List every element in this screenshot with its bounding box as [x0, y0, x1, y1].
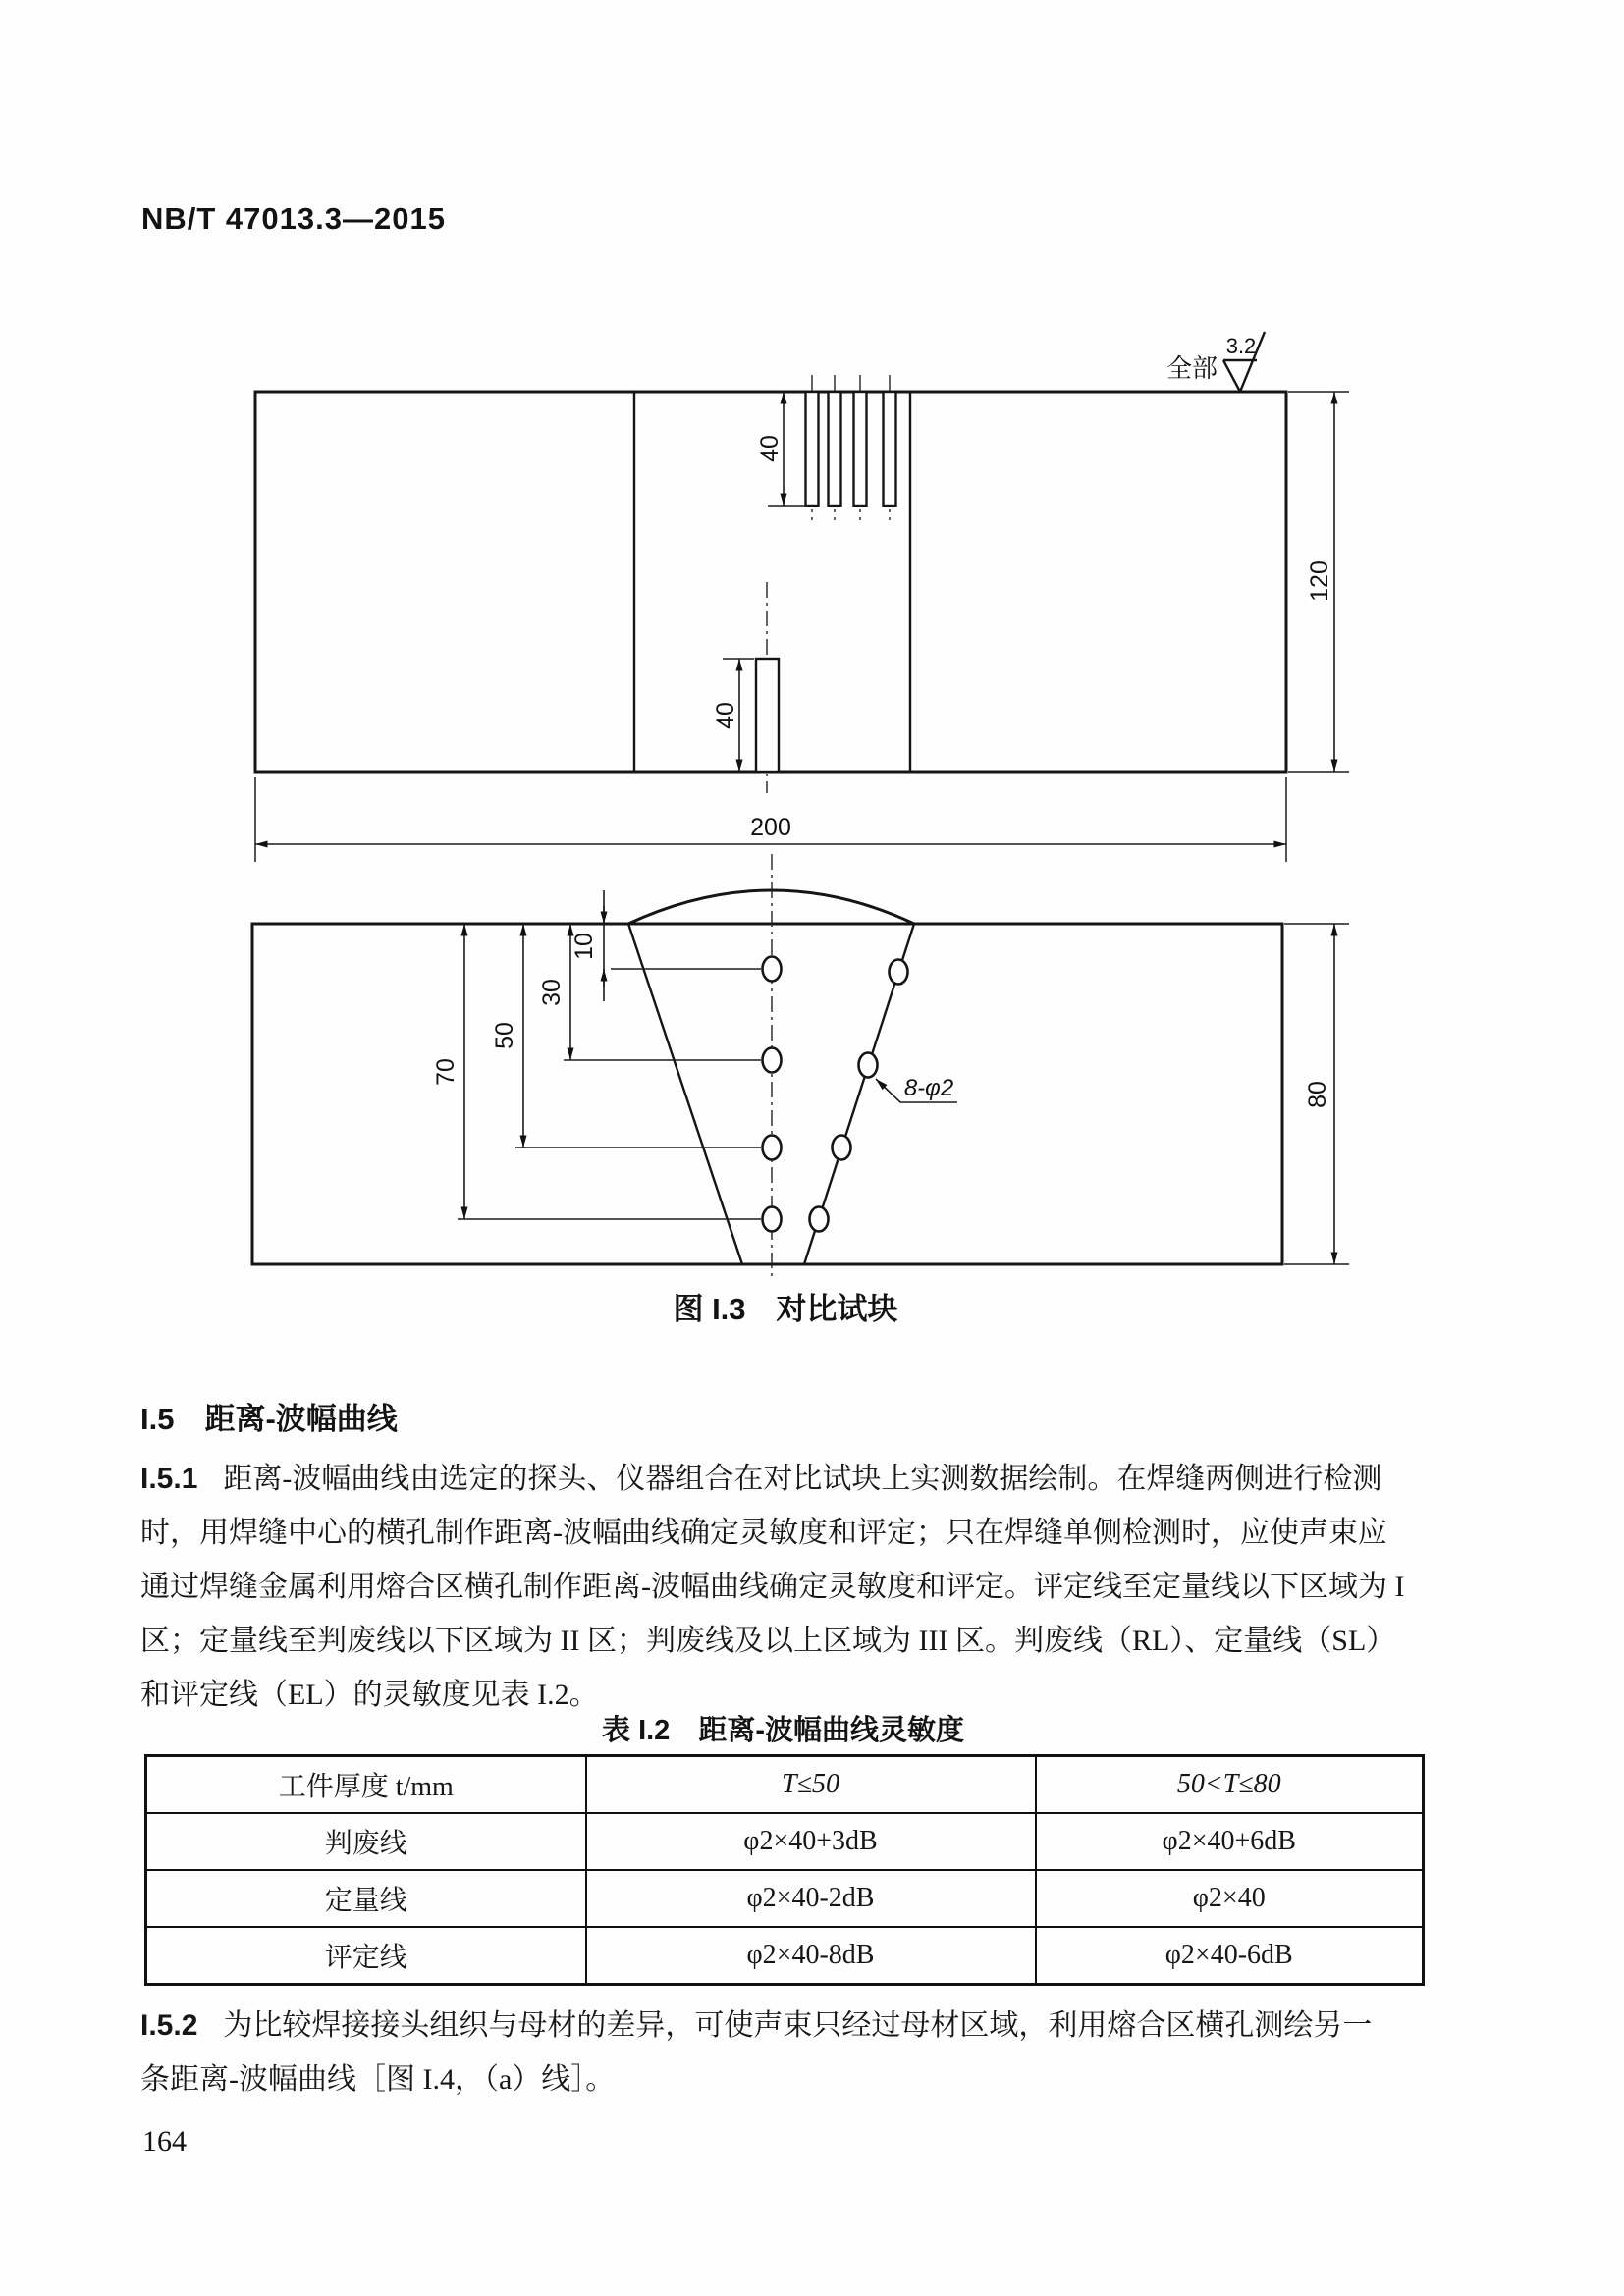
- table-cell: 判废线: [146, 1813, 586, 1870]
- holes-callout-label: 8-φ2: [903, 1075, 954, 1101]
- table-header-cell: 50<T≤80: [1036, 1756, 1424, 1814]
- table-cell: 评定线: [146, 1927, 586, 1985]
- dim-label-10: 10: [570, 933, 598, 960]
- surface-roughness-symbol: [1166, 332, 1265, 392]
- paragraph-line: 和评定线（EL）的灵敏度见表 I.2。: [140, 1679, 599, 1711]
- dim-label-30: 30: [538, 979, 566, 1006]
- paragraph-line: 时，用焊缝中心的横孔制作距离-波幅曲线确定灵敏度和评定；只在焊缝单侧检测时，应使声束应: [140, 1517, 1387, 1549]
- paragraph-text: 为比较焊接接头组织与母材的差异，可使声束只经过母材区域，利用熔合区横孔测绘另一: [223, 2009, 1373, 2042]
- dim-label-120: 120: [1306, 561, 1333, 602]
- roughness-value: 3.2: [1225, 334, 1257, 358]
- paragraph-text: 距离-波幅曲线由选定的探头、仪器组合在对比试块上实测数据绘制。在焊缝两侧进行检测: [223, 1463, 1382, 1495]
- section-heading: I.5 距离-波幅曲线: [140, 1402, 398, 1436]
- dim-10: [570, 890, 604, 1001]
- clause-number: I.5.1: [140, 1463, 198, 1495]
- dim-30: [538, 924, 570, 1060]
- table-cell: φ2×40: [1036, 1870, 1424, 1927]
- paragraph-line: 条距离-波幅曲线［图 I.4，（a）线］。: [140, 2063, 616, 2096]
- table-row: [146, 1813, 1424, 1870]
- table-row: [146, 1927, 1424, 1985]
- dim-notch-depth: [756, 392, 811, 506]
- paragraph-line: [140, 1999, 1500, 2053]
- dim-label-40-center: 40: [712, 702, 739, 729]
- top-view: [255, 332, 1349, 862]
- table-cell: φ2×40-2dB: [586, 1870, 1036, 1927]
- dim-label-80: 80: [1304, 1081, 1331, 1108]
- table-header-row: [146, 1756, 1424, 1814]
- paragraph-line: 区；定量线至判废线以下区域为 II 区；判废线及以上区域为 III 区。判废线（RL）、定量线（SL）: [140, 1625, 1396, 1657]
- table-row: [146, 1870, 1424, 1927]
- table-cell: φ2×40+6dB: [1036, 1813, 1424, 1870]
- dim-70: [432, 924, 464, 1219]
- table-header-cell: 工件厚度 t/mm: [146, 1756, 586, 1814]
- paragraph-line: 通过焊缝金属利用熔合区横孔制作距离-波幅曲线确定灵敏度和评定。评定线至定量线以下区域为 I: [140, 1571, 1405, 1603]
- clause-number: I.5.2: [140, 2009, 198, 2042]
- figure-i3-drawing: [226, 324, 1375, 1276]
- table-cell: φ2×40+3dB: [586, 1813, 1036, 1870]
- holes-callout: [876, 1075, 957, 1102]
- dim-80: [1284, 924, 1349, 1264]
- figure-caption: 图 I.3 对比试块: [673, 1292, 898, 1326]
- center-notch: [712, 582, 779, 793]
- dim-label-40-top: 40: [756, 435, 784, 462]
- table-title: 表 I.2 距离-波幅曲线灵敏度: [602, 1715, 964, 1746]
- dim-200: [255, 777, 1286, 862]
- dim-label-50: 50: [491, 1022, 518, 1049]
- paragraph-i52: [140, 1999, 1500, 2107]
- dim-label-200: 200: [750, 814, 791, 841]
- paragraph-line: [140, 1452, 1500, 1506]
- table-cell: φ2×40-6dB: [1036, 1927, 1424, 1985]
- section-view: [252, 854, 1349, 1276]
- dim-label-70: 70: [432, 1058, 460, 1086]
- table-i2: [144, 1754, 1425, 1986]
- document-number: NB/T 47013.3—2015: [141, 201, 446, 236]
- table-cell: φ2×40-8dB: [586, 1927, 1036, 1985]
- table-cell: 定量线: [146, 1870, 586, 1927]
- top-notches: [806, 375, 896, 520]
- side-drilled-holes: [763, 957, 908, 1232]
- roughness-scope: 全部: [1165, 353, 1218, 383]
- dim-50: [491, 924, 523, 1148]
- dim-120: [1288, 392, 1349, 772]
- page-number: 164: [142, 2125, 187, 2158]
- paragraph-i51: [140, 1452, 1500, 1722]
- table-header-cell: T≤50: [586, 1756, 1036, 1814]
